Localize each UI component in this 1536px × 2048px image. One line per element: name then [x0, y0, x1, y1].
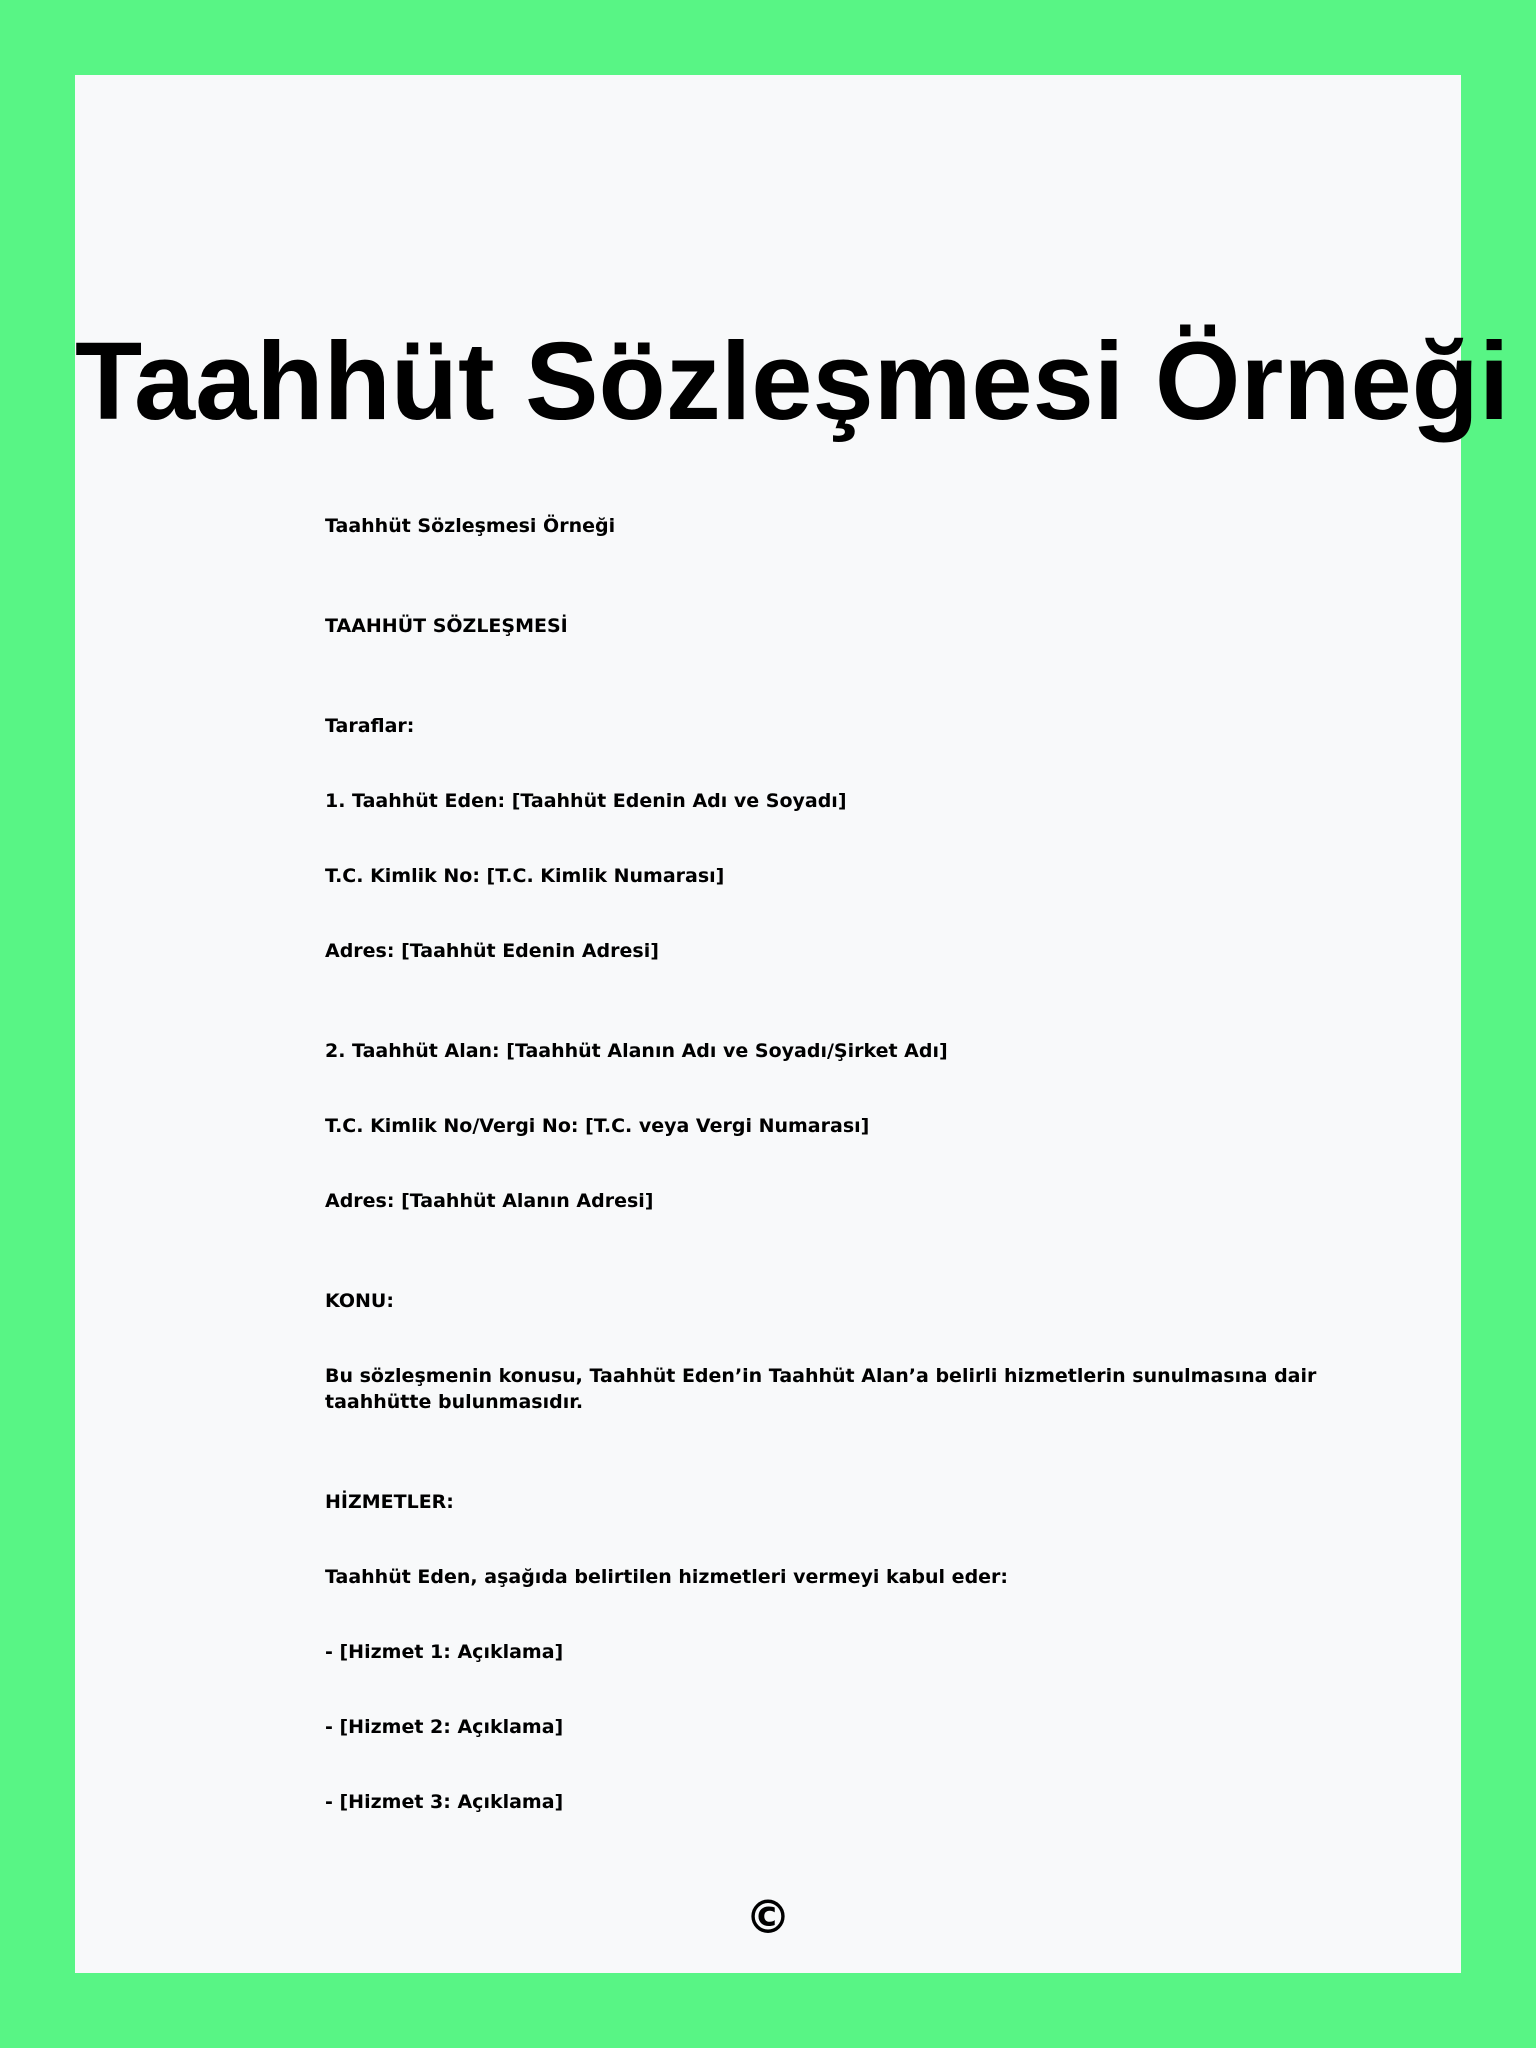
services-intro: Taahhüt Eden, aşağıda belirtilen hizmetleri vermeyi kabul eder: — [325, 1566, 1009, 1588]
service-item-2: - [Hizmet 2: Açıklama] — [325, 1716, 564, 1738]
party-1-id: T.C. Kimlik No: [T.C. Kimlik Numarası] — [325, 865, 725, 887]
contract-title: TAAHHÜT SÖZLEŞMESİ — [325, 615, 568, 637]
document-page — [75, 75, 1510, 1973]
service-item-3: - [Hizmet 3: Açıklama] — [325, 1791, 564, 1813]
party-1-address: Adres: [Taahhüt Edenin Adresi] — [325, 940, 659, 962]
document-body — [325, 513, 1345, 1815]
doc-heading: Taahhüt Sözleşmesi Örneği — [325, 515, 616, 537]
party-2-id: T.C. Kimlik No/Vergi No: [T.C. veya Vergi Numarası] — [325, 1115, 870, 1137]
parties-heading: Taraflar: — [325, 715, 415, 737]
subject-heading: KONU: — [325, 1290, 394, 1312]
page-title: Taahhüt Sözleşmesi Örneği — [75, 320, 1510, 443]
party-2-address: Adres: [Taahhüt Alanın Adresi] — [325, 1190, 654, 1212]
copyright-icon: © — [745, 1890, 791, 1944]
subject-text: Bu sözleşmenin konusu, Taahhüt Eden’in Taahhüt Alan’a belirli hizmetlerin sunulmasına dair taahhütte bulunmasıdır. — [325, 1365, 1317, 1413]
services-heading: HİZMETLER: — [325, 1491, 454, 1513]
service-item-1: - [Hizmet 1: Açıklama] — [325, 1641, 564, 1663]
party-2-name: 2. Taahhüt Alan: [Taahhüt Alanın Adı ve Soyadı/Şirket Adı] — [325, 1040, 948, 1062]
party-1-name: 1. Taahhüt Eden: [Taahhüt Edenin Adı ve Soyadı] — [325, 790, 847, 812]
